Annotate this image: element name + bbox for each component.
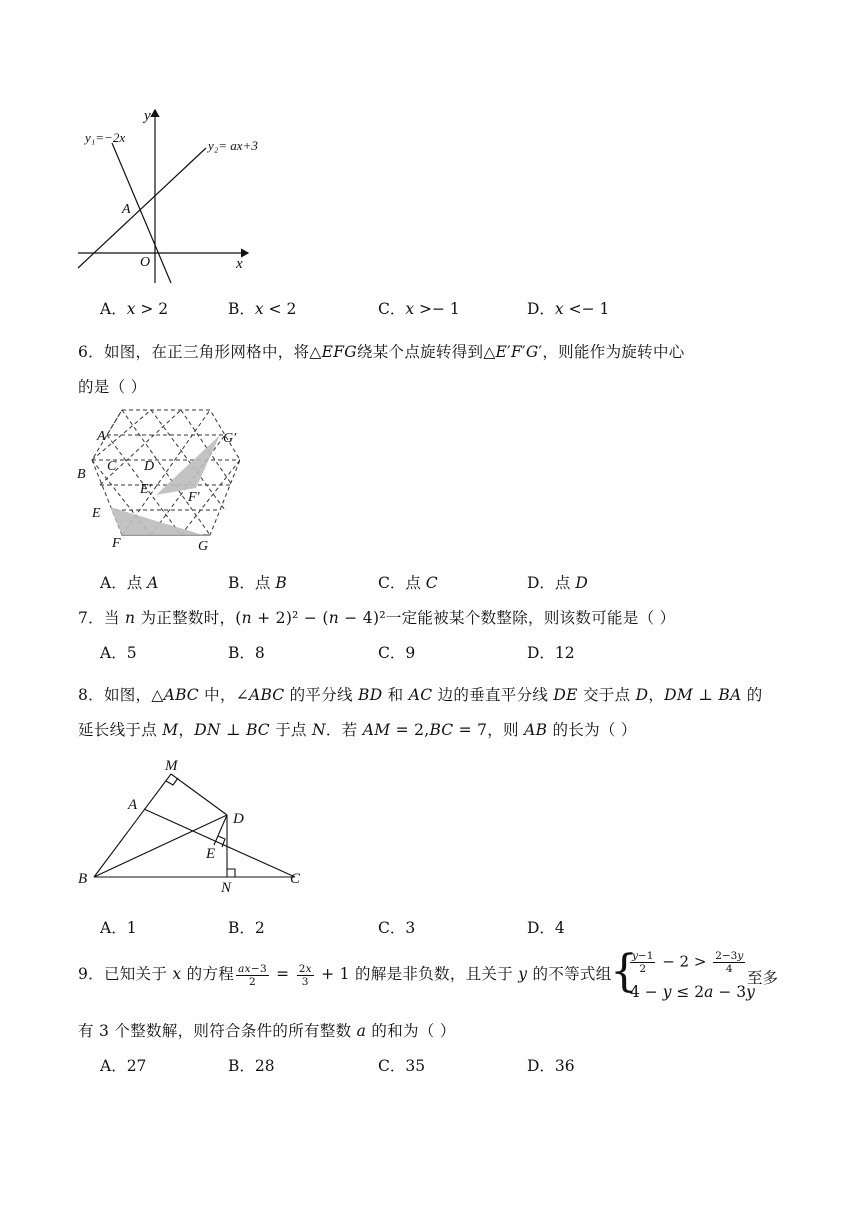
triangle-efg-prime: [156, 435, 220, 495]
q9-intro: 9．已知关于 𝑥 的方程: [78, 965, 235, 983]
label-b: B: [77, 467, 86, 482]
origin-label: O: [140, 255, 151, 270]
q6-option-d[interactable]: D．点 𝐷: [527, 574, 588, 592]
q8-option-b[interactable]: B．2: [228, 919, 265, 937]
line2-label: y₂= ax+3: [208, 138, 258, 153]
q8-stem-line1: 8．如图，△𝐴𝐵𝐶 中，∠𝐴𝐵𝐶 的平分线 𝐵𝐷 和 𝐴𝐶 边的垂直平分线 𝐷𝐸 交于点 𝐷，𝐷𝑀 ⊥ 𝐵𝐴 的: [78, 686, 763, 704]
label-g-prime: G′: [223, 431, 237, 446]
q9-frac2-num: 2𝑥: [298, 962, 312, 975]
q9-option-b[interactable]: B．28: [228, 1057, 275, 1075]
q7-option-c[interactable]: C．9: [378, 644, 416, 662]
q7-option-a[interactable]: A．5: [100, 644, 137, 662]
line1-label: y₁=−2x: [85, 130, 126, 145]
q9-fraction-1: [236, 963, 269, 988]
y-axis-label: y: [144, 108, 151, 124]
point-a-label: A: [122, 202, 131, 217]
q6-stem-line1: 6．如图，在正三角形网格中，将△𝐸𝐹𝐺绕某个点旋转得到△𝐸′𝐹′𝐺′，则能作为旋转中心: [78, 343, 685, 361]
q8-option-d[interactable]: D．4: [527, 919, 565, 937]
q6-triangle-grid-figure: [70, 404, 260, 554]
q9-option-c[interactable]: C．35: [378, 1057, 426, 1075]
q9-fraction-2: [297, 963, 314, 988]
label-n: N: [221, 880, 232, 894]
q9-stem-line2: 有 3 个整数解，则符合条件的所有整数 𝑎 的和为（ ）: [78, 1022, 456, 1040]
q9-option-a[interactable]: A．27: [100, 1057, 147, 1075]
q8-triangle-figure: [70, 752, 320, 894]
q6-option-c[interactable]: C．点 𝐶: [378, 574, 438, 592]
q9-sys-frac1-den: 2: [639, 963, 647, 975]
q6-option-a[interactable]: A．点 𝐴: [100, 574, 159, 592]
label-e: E: [206, 846, 216, 862]
q7-option-b[interactable]: B．8: [228, 644, 265, 662]
label-d: D: [233, 811, 244, 827]
q9-frac1-num: 𝑎𝑥−3: [238, 962, 267, 975]
q9-stem-after: 至多: [747, 969, 779, 987]
label-f-prime: F′: [188, 490, 200, 505]
label-e: E: [92, 506, 101, 521]
q5-option-a[interactable]: A．𝑥 > 2: [100, 300, 169, 318]
q6-option-b[interactable]: B．点 𝐵: [228, 574, 287, 592]
label-b: B: [78, 871, 88, 887]
q8-option-a[interactable]: A．1: [100, 919, 137, 937]
label-c: C: [290, 871, 301, 887]
q9-option-d[interactable]: D．36: [527, 1057, 575, 1075]
label-f: F: [112, 536, 121, 551]
q8-stem-line2: 延长线于点 𝑀，𝐷𝑁 ⊥ 𝐵𝐶 于点 𝑁．若 𝐴𝑀 = 2,𝐵𝐶 = 7，则 𝐴𝐵 的长为（ ）: [78, 721, 637, 739]
q6-stem-line2: 的是（ ）: [78, 378, 147, 396]
q5-option-b[interactable]: B．𝑥 < 2: [228, 300, 297, 318]
x-axis-label: x: [236, 256, 243, 272]
label-a: A: [128, 797, 138, 813]
q9-sys-mid: − 2 >: [662, 952, 707, 971]
q9-sys-frac2-num: 2−3𝑦: [715, 950, 744, 962]
q9-frac1-den: 2: [249, 975, 256, 988]
label-a: A: [97, 429, 106, 444]
q9-sys-frac-1: [630, 950, 655, 975]
q5-option-d[interactable]: D．𝑥 <− 1: [527, 300, 610, 318]
q5-option-c[interactable]: C．𝑥 >− 1: [378, 300, 460, 318]
q9-sys-frac2-den: 4: [725, 963, 733, 975]
label-m: M: [165, 758, 178, 774]
q7-option-d[interactable]: D．12: [527, 644, 575, 662]
triangle-efg: [110, 507, 203, 535]
q9-equals: =: [270, 965, 295, 983]
q8-option-c[interactable]: C．3: [378, 919, 416, 937]
label-g: G: [198, 539, 209, 554]
line-y2: [78, 148, 206, 268]
q9-system-row1: [628, 950, 747, 975]
q5-graph: [70, 100, 290, 290]
q9-system-brace: {: [610, 946, 638, 997]
label-c: C: [107, 459, 117, 474]
q9-sys-frac-2: [713, 950, 745, 975]
label-e-prime: E′: [140, 482, 152, 497]
q9-system-row2: 4 − 𝑦 ≤ 2𝑎 − 3𝑦: [630, 983, 755, 1001]
label-d: D: [144, 459, 155, 474]
q7-stem: 7．当 𝑛 为正整数时，(𝑛 + 2)² − (𝑛 − 4)²一定能被某个数整除，则该数可能是（ ）: [78, 609, 676, 627]
q9-frac2-den: 3: [301, 975, 309, 988]
q9-stem-line1: [78, 962, 612, 988]
q9-sys-frac1-num: 𝑦−1: [632, 950, 654, 962]
q9-eq-tail: + 1 的解是非负数，且关于 𝑦 的不等式组: [315, 965, 612, 983]
